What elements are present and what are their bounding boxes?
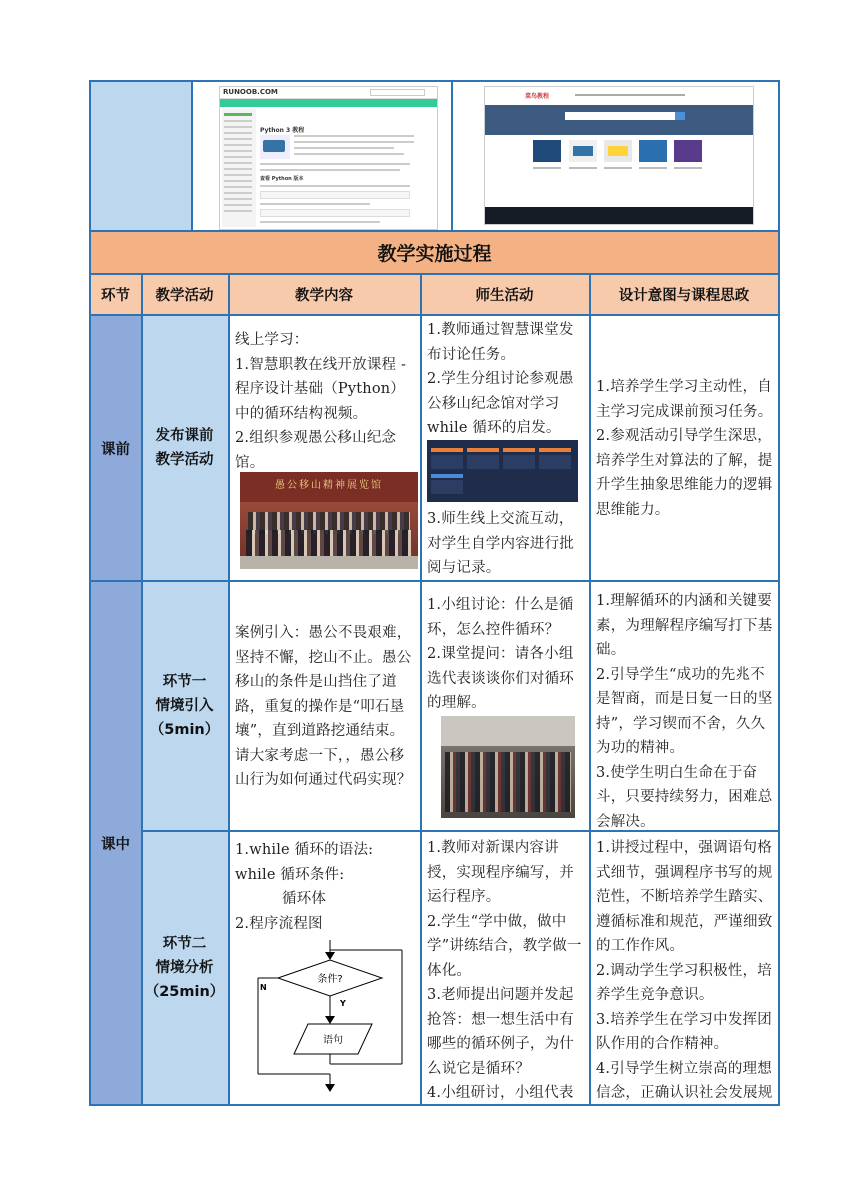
intent-line: 2.参观活动引导学生深思，培养学生对算法的了解，提升学生抽象思维能力的逻辑思维能力。 [596,428,773,518]
activity-pre-class [141,315,228,581]
runoob-python-screenshot [219,86,438,230]
teacher-line: 1.小组讨论：什么是循环，怎么控件循环？ [427,597,574,638]
intent-line: 3.培养学生在学习中发挥团队作用的合作精神。 [596,1011,772,1052]
intent-pre-class [596,375,776,522]
teacher-line: 2.课堂提问：请各小组选代表谈谈你们对循环的理解。 [427,646,574,711]
content-line: while 循环条件: [235,866,345,883]
section-title: 教学实施过程 [377,243,492,265]
header-content: 教学内容 [295,288,353,304]
top-stage-cell [90,81,141,231]
teacher-pre-class-2 [427,507,587,581]
intent-line: 3.使学生明白生命在于奋斗，只要持续努力，困难总会解决。 [596,764,773,830]
teacher-line: 1.教师对新课内容讲授，实现程序编写，并运行程序。 [427,840,574,905]
teacher-segment-2 [427,836,587,1106]
header-activity: 教学活动 [155,288,214,304]
content-segment-1: 案例引入：愚公不畏艰难，坚持不懈，挖山不止。愚公移山的条件是山挡住了道路，重复的操作是“叩石垦壤”，直到道路挖通结束。请大家考虑一下，，愚公移山行为如何通过代码实现？ [235,625,412,788]
intent-line: 1.理解循环的内涵和关键要素，为理解程序编写打下基础。 [596,593,773,658]
teacher-line: 4.小组研讨，小组代表 [427,1085,574,1101]
activity-segment-1 [141,581,228,831]
teacher-line: 2.学生分组讨论参观愚公移山纪念馆对学习 while 循环的启发。 [427,371,574,436]
top-activity-cell [141,81,191,231]
activity-line: 环节一 [162,674,207,690]
intent-line: 1.讲授过程中，强调语句格式细节，强调程序书写的规范性，不断培养学生踏实、遵循标准和规范，严谨细致的工作作风。 [596,840,773,954]
teacher-pre-class [427,318,587,441]
group-photo [240,472,418,569]
activity-line: 情境分析 [155,960,214,976]
intent-line: 4.引导学生树立崇高的理想信念，正确认识社会发展规 [596,1060,773,1101]
flow-condition-label: 条件? [317,974,343,985]
flow-no-label: N [260,983,267,992]
flow-statement-label: 语句 [323,1035,343,1046]
activity-line: 情境引入 [155,698,214,714]
header-teacher-student: 师生活动 [475,288,534,304]
activity-line: 发布课前 [155,428,214,444]
python-tutorial-heading: Python 3 教程 [260,127,305,134]
intent-line: 1.培养学生学习主动性，自主学习完成课前预习任务。 [596,379,773,420]
activity-line: （25min） [144,984,225,1000]
content-line: 线上学习： [235,332,309,348]
teacher-line: 3.老师提出问题并发起抢答：想一想生活中有哪些的循环例子，为什么说它是循环？ [427,987,574,1077]
activity-line: 环节二 [162,936,207,952]
runoob-home-screenshot [484,86,754,225]
stage-in-class: 课中 [101,836,130,853]
activity-line: （5min） [149,722,220,738]
content-segment-2 [235,838,417,936]
stage-pre-class: 课前 [101,441,130,458]
intent-line: 2.调动学生学习积极性，培养学生竞争意识。 [596,962,772,1003]
flow-yes-label: Y [340,999,346,1008]
content-line: 2.组织参观愚公移山纪念馆。 [235,430,397,471]
classroom-photo [441,716,575,818]
content-line: 2.程序流程图 [235,915,323,932]
content-line: 1.智慧职教在线开放课程 -程序设计基础（Python）中的循环结构视频。 [235,356,407,422]
discussion-task-screenshot [427,440,578,502]
teacher-segment-1 [427,593,587,716]
teacher-line: 3.师生线上交流互动，对学生自学内容进行批阅与记录。 [427,511,574,576]
intent-segment-1 [596,589,776,834]
activity-line: 教学活动 [155,452,214,468]
runoob-home-logo: 菜鸟教程 [525,93,550,100]
teacher-line: 2.学生“学中做，做中学”讲练结合，教学做一体化。 [427,913,582,979]
activity-segment-2 [141,831,228,1105]
content-pre-class [235,328,417,475]
intent-segment-2 [596,836,776,1106]
python-version-heading: 查看 Python 版本 [260,176,304,182]
memorial-banner: 愚公移山精神展览馆 [275,479,383,491]
intent-line: 2.引导学生“成功的先兆不是智商，而是日复一日的坚持”，学习锲而不舍，久久为功的精神。 [596,666,773,756]
content-line: 1.while 循环的语法: [235,842,374,858]
content-line: 循环体 [282,891,327,907]
teacher-line: 1.教师通过智慧课堂发布讨论任务。 [427,322,574,363]
header-stage: 环节 [101,288,130,304]
runoob-logo: RUNOOB.COM [223,88,278,96]
while-flowchart [236,940,416,1100]
header-intent: 设计意图与课程思政 [618,288,750,304]
